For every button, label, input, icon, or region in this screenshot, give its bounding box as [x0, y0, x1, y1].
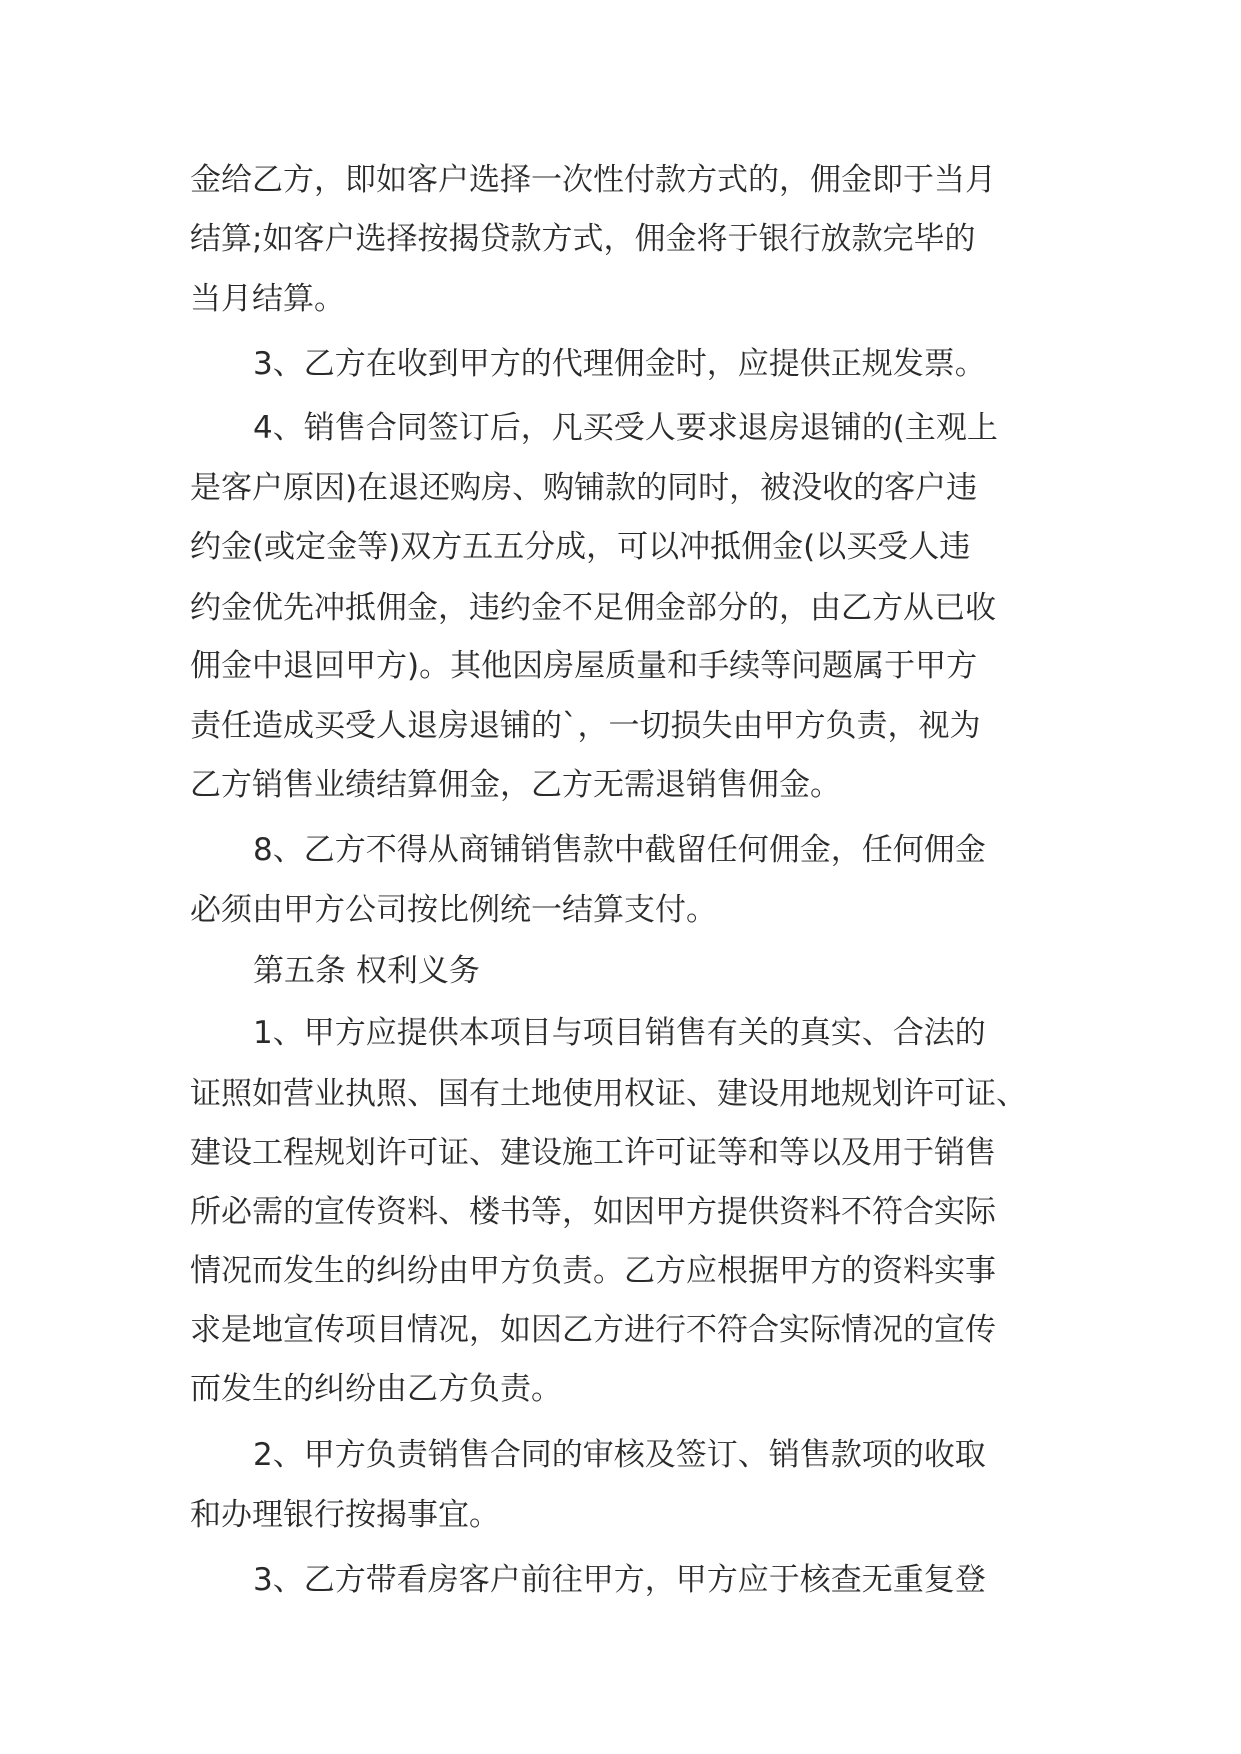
- section-heading: 第五条 权利义务: [253, 953, 480, 989]
- text-line: 证照如营业执照、国有土地使用权证、建设用地规划许可证、: [190, 1076, 1027, 1112]
- text-line: 和办理银行按揭事宜。: [190, 1497, 500, 1533]
- text-line: 建设工程规划许可证、建设施工许可证等和等以及用于销售: [190, 1135, 996, 1171]
- text-line: 情况而发生的纠纷由甲方负责。乙方应根据甲方的资料实事: [190, 1253, 996, 1289]
- text-line: 金给乙方，即如客户选择一次性付款方式的，佣金即于当月: [190, 162, 996, 198]
- text-line: 佣金中退回甲方)。其他因房屋质量和手续等问题属于甲方: [190, 648, 978, 684]
- text-line: 3、乙方带看房客户前往甲方，甲方应于核查无重复登: [253, 1562, 986, 1598]
- text-line: 4、销售合同签订后，凡买受人要求退房退铺的(主观上: [253, 410, 998, 446]
- text-line: 当月结算。: [190, 281, 345, 317]
- text-line: 所必需的宣传资料、楼书等，如因甲方提供资料不符合实际: [190, 1194, 996, 1230]
- text-line: 必须由甲方公司按比例统一结算支付。: [190, 892, 717, 928]
- text-line: 求是地宣传项目情况，如因乙方进行不符合实际情况的宣传: [190, 1312, 996, 1348]
- text-line: 约金(或定金等)双方五五分成，可以冲抵佣金(以买受人违: [190, 529, 971, 565]
- text-line: 是客户原因)在退还购房、购铺款的同时，被没收的客户违: [190, 470, 978, 506]
- text-line: 1、甲方应提供本项目与项目销售有关的真实、合法的: [253, 1015, 986, 1051]
- text-line: 8、乙方不得从商铺销售款中截留任何佣金，任何佣金: [253, 832, 986, 868]
- text-line: 结算;如客户选择按揭贷款方式，佣金将于银行放款完毕的: [190, 221, 976, 257]
- text-line: 责任造成买受人退房退铺的`，一切损失由甲方负责，视为: [190, 708, 981, 744]
- text-line: 而发生的纠纷由乙方负责。: [190, 1371, 562, 1407]
- text-line: 2、甲方负责销售合同的审核及签订、销售款项的收取: [253, 1437, 986, 1473]
- text-line: 约金优先冲抵佣金，违约金不足佣金部分的，由乙方从已收: [190, 590, 996, 626]
- text-line: 乙方销售业绩结算佣金，乙方无需退销售佣金。: [190, 767, 841, 803]
- text-line: 3、乙方在收到甲方的代理佣金时，应提供正规发票。: [253, 346, 986, 382]
